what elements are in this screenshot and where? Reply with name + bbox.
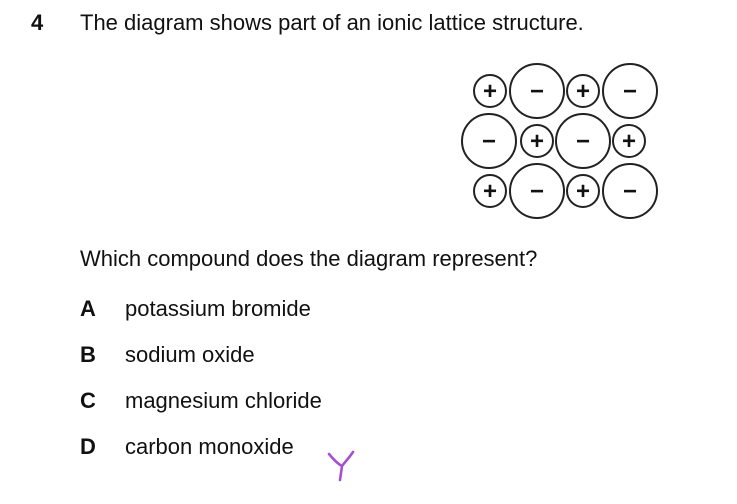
option-b[interactable] [80,342,255,368]
positive-ion-charge: + [529,128,545,155]
option-d-text: carbon monoxide [125,434,294,459]
handwritten-tick-mark [325,448,359,484]
question-number: 4 [31,10,44,35]
negative-ion-charge: − [529,178,545,205]
positive-ion-charge: + [482,178,498,205]
negative-ion-charge: − [622,78,638,105]
negative-ion-charge: − [622,178,638,205]
negative-ion-charge: − [481,128,497,155]
question-prompt: Which compound does the diagram represent? [80,246,538,271]
option-d-letter: D [80,434,96,459]
positive-ion-charge: + [482,78,498,105]
negative-ion-charge: − [529,78,545,105]
option-a[interactable] [80,296,311,322]
option-c-text: magnesium chloride [125,388,322,413]
negative-ion-charge: − [575,128,591,155]
option-c-letter: C [80,388,96,413]
positive-ion-charge: + [575,78,591,105]
positive-ion-charge: + [621,128,637,155]
option-b-letter: B [80,342,96,367]
ionic-lattice-diagram [458,58,668,223]
option-c[interactable] [80,388,322,414]
option-a-letter: A [80,296,96,321]
option-b-text: sodium oxide [125,342,255,367]
positive-ion-charge: + [575,178,591,205]
option-a-text: potassium bromide [125,296,311,321]
option-d[interactable] [80,434,294,460]
question-text: The diagram shows part of an ionic lattice structure. [80,10,584,35]
